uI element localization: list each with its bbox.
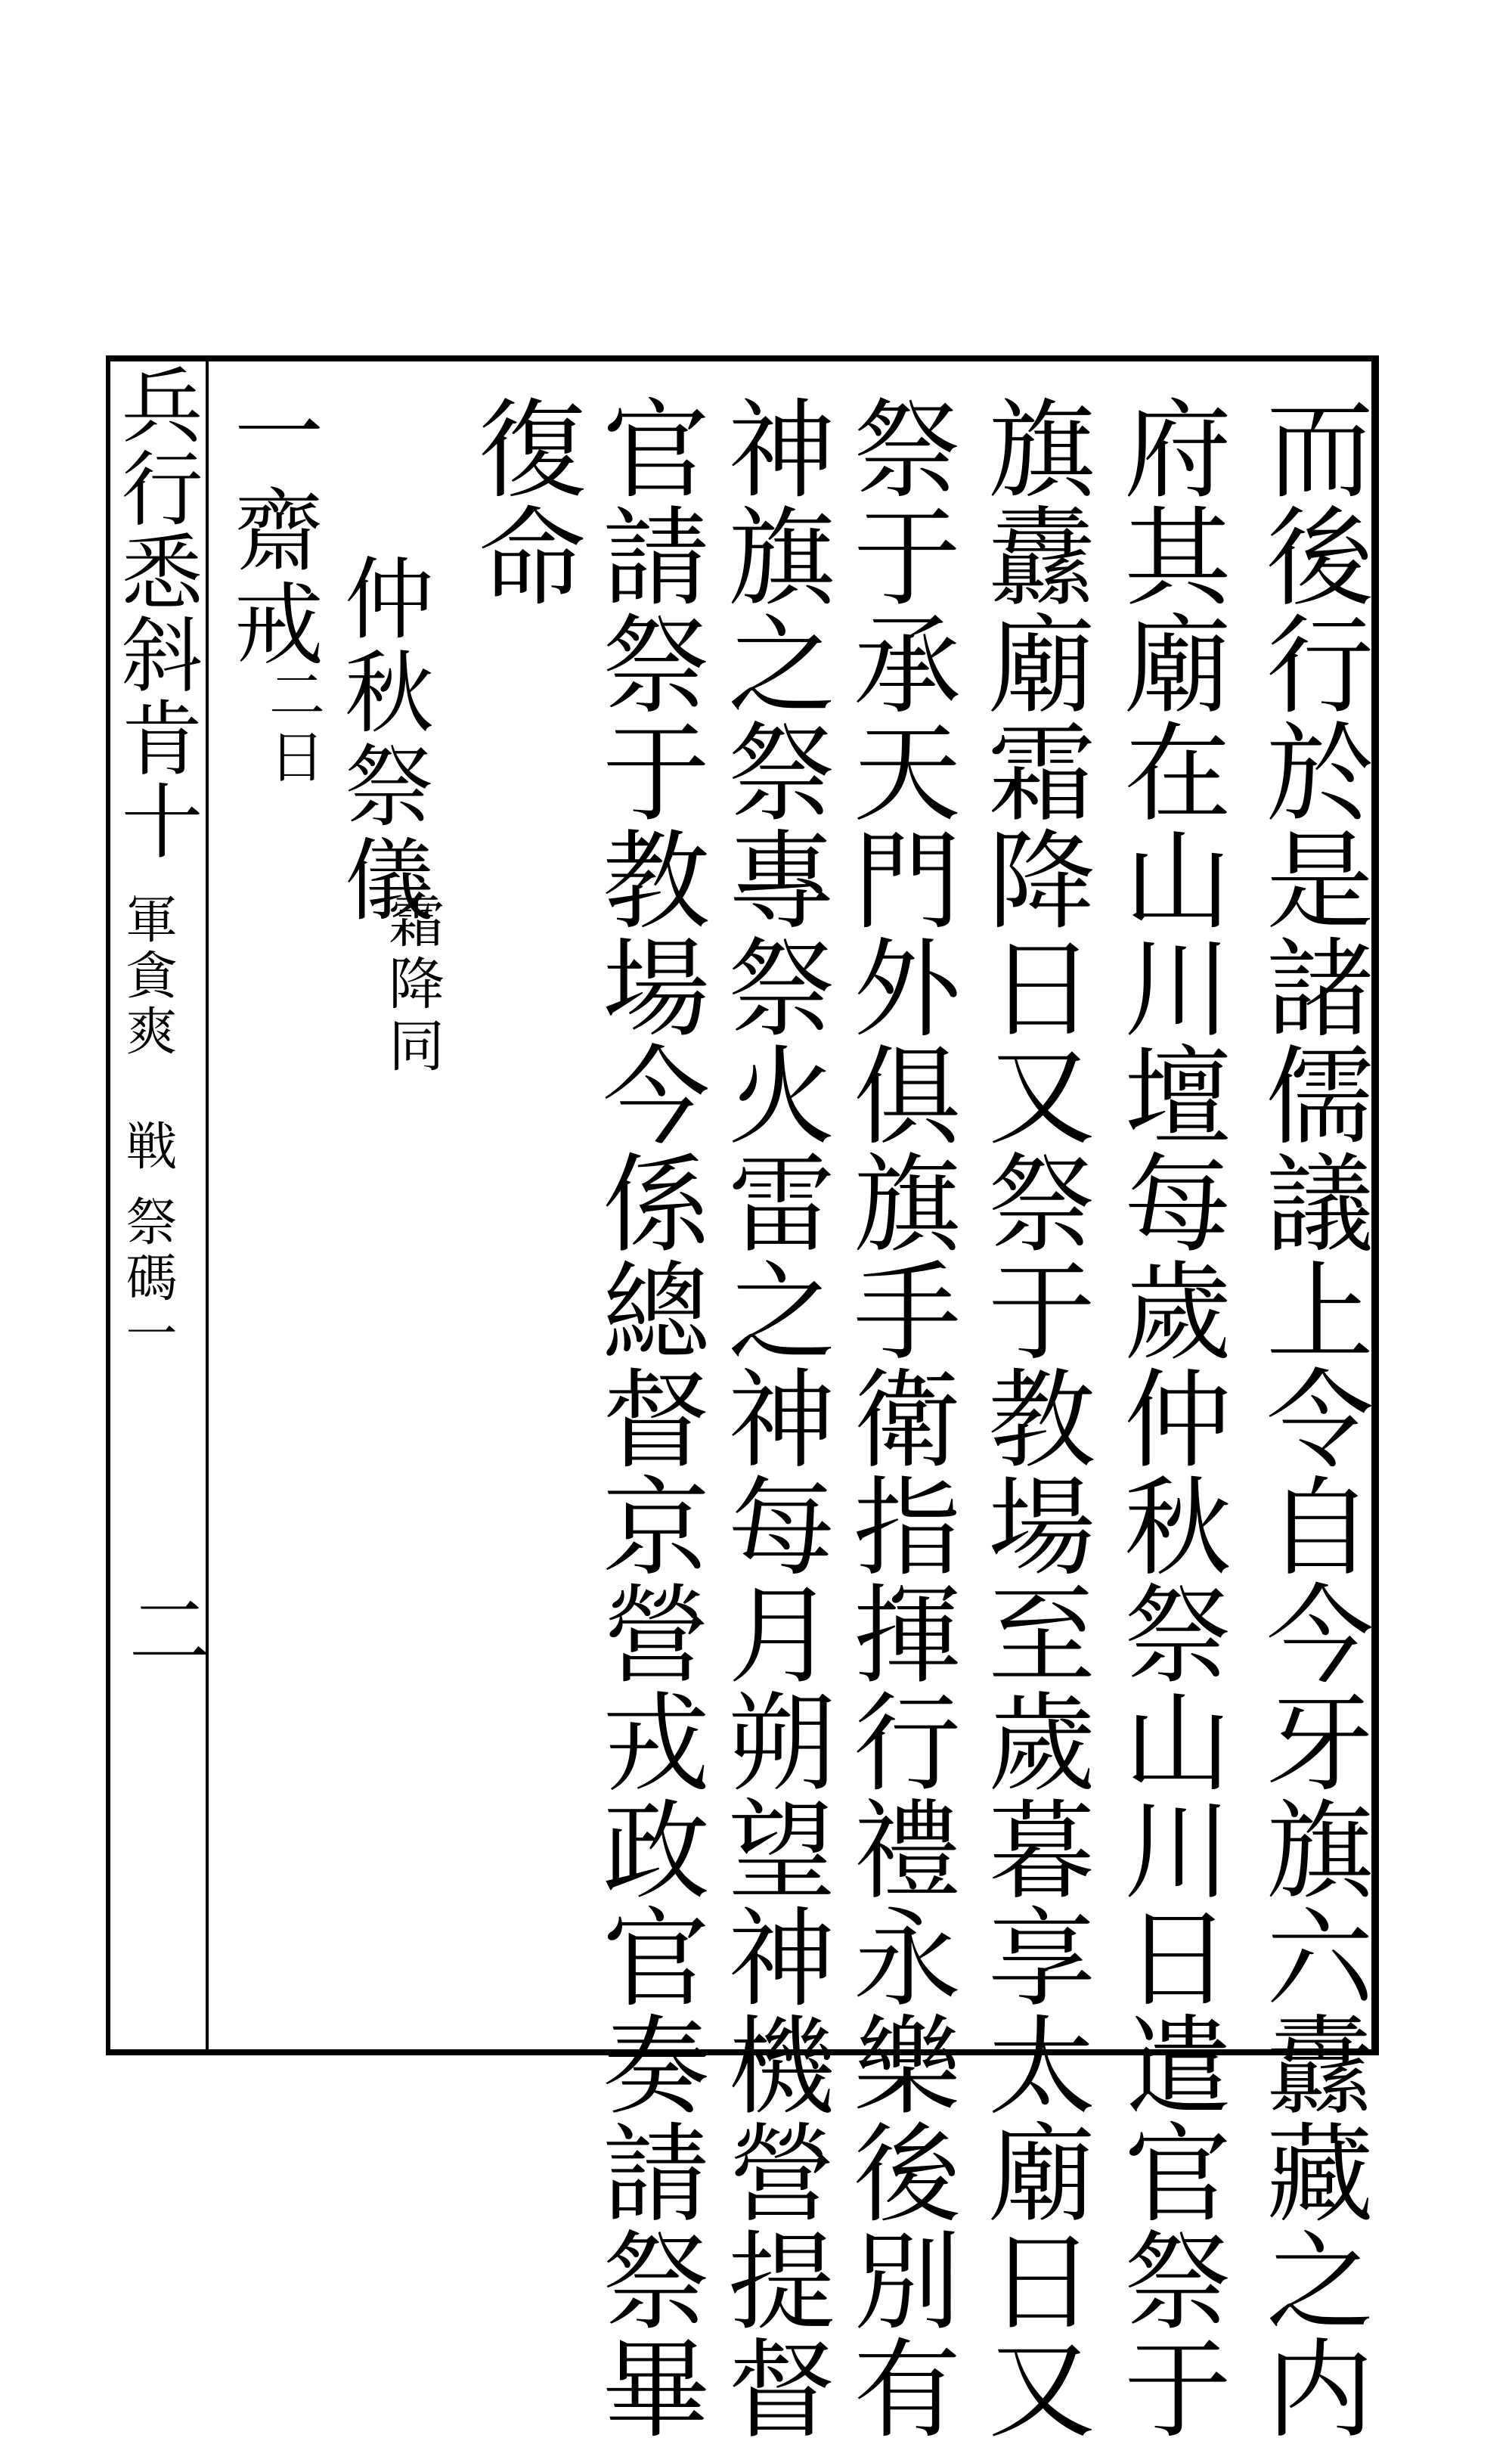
text-column-1: 而後行於是諸儒議上令自今牙旗六纛藏之内 [1248,393,1373,2441]
page-number: 二 [115,1588,209,1671]
margin-section: 戦 [117,1119,177,1175]
margin-title: 兵行悉斜肯十 [107,363,202,862]
margin-section-sub: 祭碼一 [117,1195,177,1363]
frame-top-border [106,355,1376,361]
text-column-6: 官請祭于教場今係總督京營戎政官奏請祭畢 [584,393,709,2441]
item-note: 二日 [260,665,325,789]
text-column-7: 復命 [460,393,585,609]
text-column-4: 祭于承天門外俱旗手衛指揮行禮永樂後別有 [835,393,960,2441]
margin-subtitle: 軍貪爽 [117,892,177,1060]
text-column-2: 府其廟在山川壇每歲仲秋祭山川日遣官祭于 [1106,393,1231,2441]
item-marker: 一 [219,386,324,479]
section-heading: 仲秋祭儀 [330,552,434,927]
heading-note: 霜降同 [380,892,445,1078]
text-column-5: 神旗之祭專祭火雷之神每月朔望神機營提督 [710,393,835,2441]
margin-divider [206,360,209,2049]
text-column-3: 旗纛廟霜降日又祭于教場至歲暮享太廟日又 [970,393,1095,2441]
item-text: 齋戒 [219,484,324,672]
